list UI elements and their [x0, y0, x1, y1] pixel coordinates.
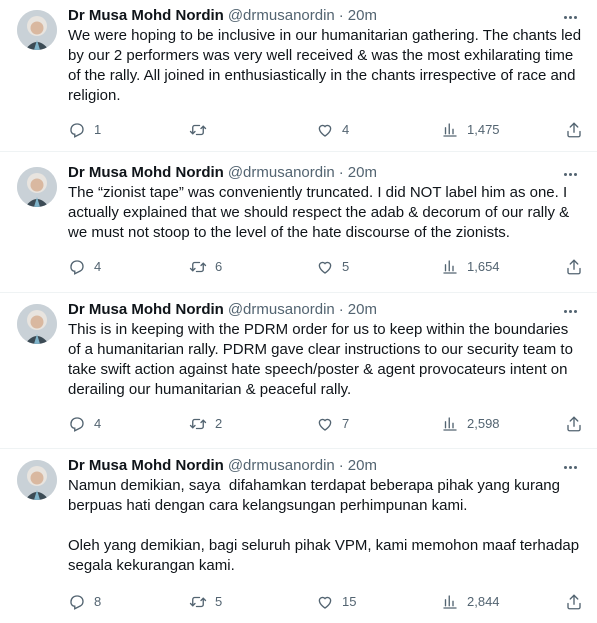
share-button[interactable] — [565, 120, 583, 140]
retweet-count: 6 — [215, 259, 223, 274]
reply-count: 4 — [94, 259, 102, 274]
timestamp[interactable]: 20m — [347, 301, 377, 318]
author-handle[interactable]: @drmusanordin — [227, 457, 335, 474]
views-icon — [441, 258, 459, 276]
view-count: 1,654 — [467, 259, 500, 274]
heart-icon — [316, 593, 334, 611]
tweet-header — [68, 163, 557, 183]
view-count: 1,475 — [467, 122, 500, 137]
views-button[interactable] — [441, 120, 500, 140]
like-count: 5 — [342, 259, 350, 274]
retweet-icon — [189, 415, 207, 433]
view-count: 2,844 — [467, 594, 500, 609]
share-icon — [565, 258, 583, 276]
timestamp[interactable]: 20m — [347, 457, 377, 474]
views-icon — [441, 121, 459, 139]
separator-dot: · — [338, 457, 344, 474]
separator-dot: · — [338, 301, 344, 318]
reply-icon — [68, 258, 86, 276]
more-icon[interactable] — [561, 165, 579, 183]
tweet-actions — [68, 592, 583, 612]
divider — [0, 151, 597, 152]
retweet-icon — [189, 121, 207, 139]
share-icon — [565, 121, 583, 139]
tweet[interactable] — [0, 157, 597, 293]
view-count: 2,598 — [467, 416, 500, 431]
tweet-actions — [68, 414, 583, 434]
author-name[interactable]: Dr Musa Mohd Nordin — [68, 457, 224, 474]
views-icon — [441, 593, 459, 611]
avatar[interactable] — [17, 460, 57, 500]
separator-dot: · — [338, 164, 344, 181]
like-count: 15 — [342, 594, 357, 609]
like-button[interactable] — [316, 414, 349, 434]
avatar[interactable] — [17, 167, 57, 207]
share-button[interactable] — [565, 414, 583, 434]
share-icon — [565, 593, 583, 611]
like-button[interactable] — [316, 120, 349, 140]
more-icon[interactable] — [561, 458, 579, 476]
author-name[interactable]: Dr Musa Mohd Nordin — [68, 301, 224, 318]
divider — [0, 292, 597, 293]
avatar[interactable] — [17, 10, 57, 50]
reply-count: 8 — [94, 594, 102, 609]
share-button[interactable] — [565, 257, 583, 277]
reply-button[interactable] — [68, 592, 101, 612]
share-icon — [565, 415, 583, 433]
views-button[interactable] — [441, 592, 500, 612]
retweet-icon — [189, 258, 207, 276]
tweet-text: This is in keeping with the PDRM order for us to keep within the boundaries of a humanitarian rally. PDRM gave clear instructions to our security team to take swift action against hate speech/poster & agent provocateurs intent on derailing our humanitarian & peaceful rally. — [68, 321, 578, 398]
retweet-button[interactable] — [189, 592, 222, 612]
views-button[interactable] — [441, 257, 500, 277]
heart-icon — [316, 258, 334, 276]
tweet-text: The “zionist tape” was conveniently truncated. I did NOT label him as one. I actually explained that we should respect the adab & decorum of our rally & we must not stoop to the level of the hate discourse of the zionists. — [68, 184, 574, 241]
reply-button[interactable] — [68, 414, 101, 434]
author-name[interactable]: Dr Musa Mohd Nordin — [68, 7, 224, 24]
retweet-count: 2 — [215, 416, 223, 431]
tweet[interactable] — [0, 0, 597, 152]
like-button[interactable] — [316, 257, 349, 277]
reply-count: 1 — [94, 122, 102, 137]
retweet-count: 5 — [215, 594, 223, 609]
tweet-text: We were hoping to be inclusive in our humanitarian gathering. The chants led by our 2 performers was very well received & was the most exhilarating time of the rally. All joined in enthusiastically in the chants irrespective of race and religion. — [68, 27, 586, 104]
author-name[interactable]: Dr Musa Mohd Nordin — [68, 164, 224, 181]
retweet-button[interactable] — [189, 120, 215, 140]
author-handle[interactable]: @drmusanordin — [227, 7, 335, 24]
reply-count: 4 — [94, 416, 102, 431]
like-count: 7 — [342, 416, 350, 431]
divider — [0, 448, 597, 449]
avatar[interactable] — [17, 304, 57, 344]
author-handle[interactable]: @drmusanordin — [227, 164, 335, 181]
reply-icon — [68, 415, 86, 433]
timestamp[interactable]: 20m — [347, 164, 377, 181]
share-button[interactable] — [565, 592, 583, 612]
tweet[interactable] — [0, 294, 597, 449]
separator-dot: · — [338, 7, 344, 24]
tweet-actions — [68, 257, 583, 277]
retweet-icon — [189, 593, 207, 611]
tweet-text: Namun demikian, saya difahamkan terdapat beberapa pihak yang kurang berpuas hati dengan cara kelangsungan perhimpunan kami. Oleh yang demikian, bagi seluruh pihak VPM, kami memohon maaf terhadap segala kekurangan kami. — [68, 477, 580, 574]
reply-button[interactable] — [68, 120, 101, 140]
tweet-header — [68, 456, 557, 476]
reply-icon — [68, 593, 86, 611]
more-icon[interactable] — [561, 302, 579, 320]
timestamp[interactable]: 20m — [347, 7, 377, 24]
like-count: 4 — [342, 122, 350, 137]
heart-icon — [316, 121, 334, 139]
views-button[interactable] — [441, 414, 500, 434]
more-icon[interactable] — [561, 8, 579, 26]
reply-icon — [68, 121, 86, 139]
tweet-header — [68, 300, 557, 320]
like-button[interactable] — [316, 592, 356, 612]
retweet-button[interactable] — [189, 414, 222, 434]
tweet-actions — [68, 120, 583, 140]
tweet[interactable] — [0, 450, 597, 623]
author-handle[interactable]: @drmusanordin — [227, 301, 335, 318]
views-icon — [441, 415, 459, 433]
tweet-header — [68, 6, 557, 26]
heart-icon — [316, 415, 334, 433]
reply-button[interactable] — [68, 257, 101, 277]
retweet-button[interactable] — [189, 257, 222, 277]
